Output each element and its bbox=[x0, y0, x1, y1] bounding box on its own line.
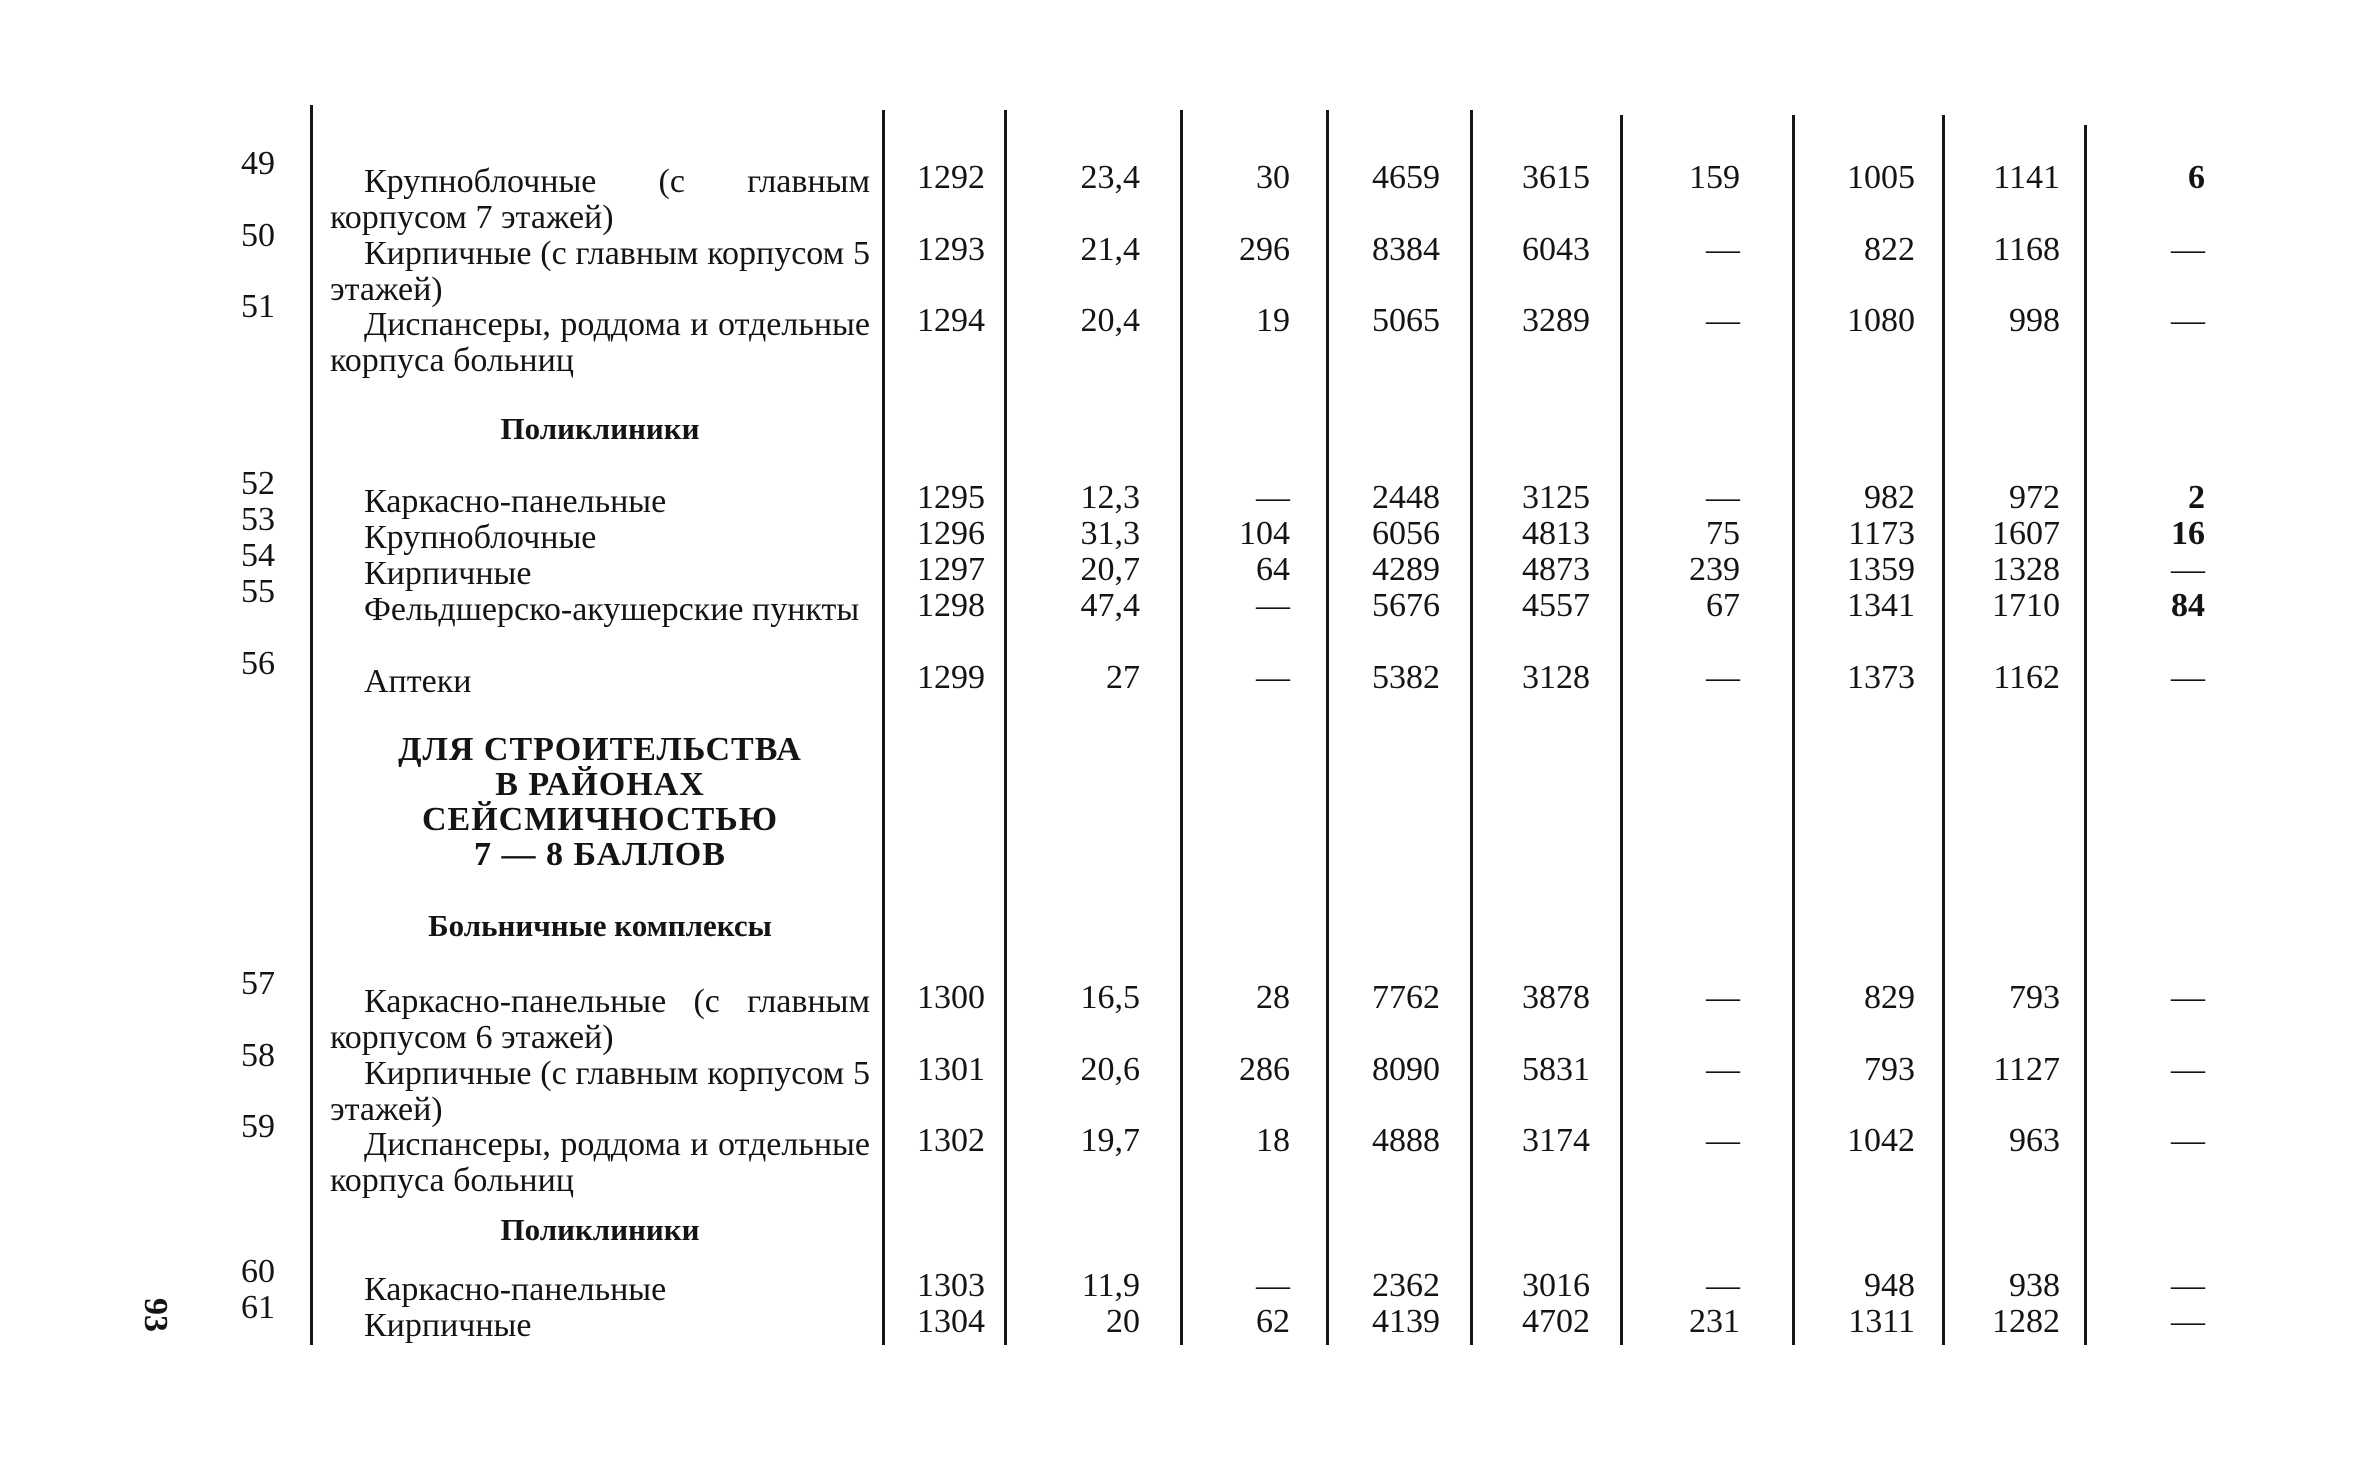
row-number: 54 bbox=[241, 537, 275, 574]
cell-col9: 84 bbox=[2171, 587, 2205, 624]
cell-col8: 1710 bbox=[1992, 587, 2060, 624]
column-rule bbox=[1004, 110, 1007, 1345]
cell-col5: 3125 bbox=[1522, 479, 1590, 516]
cell-col8: 1162 bbox=[1993, 659, 2060, 696]
row-number: 49 bbox=[241, 145, 275, 182]
column-rule bbox=[1620, 115, 1623, 1345]
cell-col6: — bbox=[1706, 1267, 1740, 1304]
cell-area: 20,7 bbox=[1080, 551, 1140, 588]
cell-col4: 4139 bbox=[1372, 1303, 1440, 1340]
row-name: Аптеки bbox=[364, 663, 472, 700]
cell-col3: 28 bbox=[1256, 979, 1290, 1016]
cell-col6: 159 bbox=[1689, 159, 1740, 196]
row-name: Кирпичные (с главным корпусом 5 этажей) bbox=[330, 235, 870, 308]
cell-col6: 75 bbox=[1706, 515, 1740, 552]
cell-col8: 1607 bbox=[1992, 515, 2060, 552]
cell-code: 1302 bbox=[917, 1122, 985, 1159]
row-name: Каркасно-панельные bbox=[364, 1271, 667, 1308]
cell-col9: — bbox=[2171, 302, 2205, 339]
cell-col8: 998 bbox=[2009, 302, 2060, 339]
cell-col9: — bbox=[2171, 659, 2205, 696]
cell-area: 19,7 bbox=[1080, 1122, 1140, 1159]
cell-col9: — bbox=[2171, 231, 2205, 268]
cell-col3: 30 bbox=[1256, 159, 1290, 196]
cell-code: 1296 bbox=[917, 515, 985, 552]
cell-col4: 8090 bbox=[1372, 1051, 1440, 1088]
cell-col4: 5382 bbox=[1372, 659, 1440, 696]
cell-area: 20,4 bbox=[1080, 302, 1140, 339]
cell-col5: 4813 bbox=[1522, 515, 1590, 552]
cell-area: 12,3 bbox=[1080, 479, 1140, 516]
column-rule bbox=[882, 110, 885, 1345]
cell-area: 31,3 bbox=[1080, 515, 1140, 552]
cell-col9: 16 bbox=[2171, 515, 2205, 552]
cell-code: 1301 bbox=[917, 1051, 985, 1088]
cell-col7: 1311 bbox=[1848, 1303, 1915, 1340]
cell-col6: 231 bbox=[1689, 1303, 1740, 1340]
cell-col8: 793 bbox=[2009, 979, 2060, 1016]
cell-code: 1300 bbox=[917, 979, 985, 1016]
cell-code: 1294 bbox=[917, 302, 985, 339]
cell-col6: 67 bbox=[1706, 587, 1740, 624]
cell-area: 11,9 bbox=[1081, 1267, 1140, 1304]
cell-col6: — bbox=[1706, 979, 1740, 1016]
row-name: Крупноблочные bbox=[364, 519, 597, 556]
cell-code: 1299 bbox=[917, 659, 985, 696]
row-name: Каркасно-панельные (с главным корпусом 6 этажей) bbox=[330, 983, 870, 1056]
column-rule bbox=[310, 105, 313, 1345]
cell-col8: 1127 bbox=[1993, 1051, 2060, 1088]
column-rule bbox=[1792, 115, 1795, 1345]
cell-col6: — bbox=[1706, 231, 1740, 268]
cell-col8: 972 bbox=[2009, 479, 2060, 516]
cell-col3: — bbox=[1256, 587, 1290, 624]
row-name: Каркасно-панельные bbox=[364, 483, 667, 520]
cell-col3: 286 bbox=[1239, 1051, 1290, 1088]
cell-code: 1304 bbox=[917, 1303, 985, 1340]
cell-code: 1297 bbox=[917, 551, 985, 588]
column-rule bbox=[1470, 110, 1473, 1345]
cell-code: 1303 bbox=[917, 1267, 985, 1304]
cell-col6: — bbox=[1706, 302, 1740, 339]
row-number: 51 bbox=[241, 288, 275, 325]
cell-col8: 1282 bbox=[1992, 1303, 2060, 1340]
cell-area: 20 bbox=[1106, 1303, 1140, 1340]
row-name: Кирпичные bbox=[364, 555, 532, 592]
cell-col3: 296 bbox=[1239, 231, 1290, 268]
cell-col3: 19 bbox=[1256, 302, 1290, 339]
column-rule bbox=[1942, 115, 1945, 1345]
cell-area: 16,5 bbox=[1080, 979, 1140, 1016]
cell-area: 20,6 bbox=[1080, 1051, 1140, 1088]
cell-col5: 3128 bbox=[1522, 659, 1590, 696]
major-heading-line: ДЛЯ СТРОИТЕЛЬСТВА bbox=[398, 731, 802, 768]
cell-col7: 982 bbox=[1864, 479, 1915, 516]
cell-col4: 4659 bbox=[1372, 159, 1440, 196]
row-number: 56 bbox=[241, 645, 275, 682]
section-heading-polyclinics: Поликлиники bbox=[500, 411, 700, 446]
row-number: 59 bbox=[241, 1108, 275, 1145]
cell-col3: 18 bbox=[1256, 1122, 1290, 1159]
cell-col5: 4873 bbox=[1522, 551, 1590, 588]
cell-area: 23,4 bbox=[1080, 159, 1140, 196]
cell-col7: 822 bbox=[1864, 231, 1915, 268]
cell-col4: 8384 bbox=[1372, 231, 1440, 268]
row-number: 58 bbox=[241, 1037, 275, 1074]
cell-col5: 3174 bbox=[1522, 1122, 1590, 1159]
cell-col5: 3289 bbox=[1522, 302, 1590, 339]
row-number: 50 bbox=[241, 217, 275, 254]
cell-col9: 2 bbox=[2188, 479, 2205, 516]
cell-col9: — bbox=[2171, 1303, 2205, 1340]
cell-col7: 1373 bbox=[1847, 659, 1915, 696]
cell-col9: — bbox=[2171, 1122, 2205, 1159]
cell-col4: 5676 bbox=[1372, 587, 1440, 624]
cell-col4: 2448 bbox=[1372, 479, 1440, 516]
cell-col3: 64 bbox=[1256, 551, 1290, 588]
column-rule bbox=[1180, 110, 1183, 1345]
cell-col6: — bbox=[1706, 659, 1740, 696]
cell-col7: 793 bbox=[1864, 1051, 1915, 1088]
cell-col5: 3615 bbox=[1522, 159, 1590, 196]
cell-col3: — bbox=[1256, 1267, 1290, 1304]
cell-col4: 4289 bbox=[1372, 551, 1440, 588]
major-heading-line: СЕЙСМИЧНОСТЬЮ bbox=[421, 801, 779, 838]
row-name: Кирпичные (с главным корпусом 5 этажей) bbox=[330, 1055, 870, 1128]
row-number: 52 bbox=[241, 465, 275, 502]
section-heading-hospital-complexes: Больничные комплексы bbox=[428, 908, 772, 943]
cell-col5: 6043 bbox=[1522, 231, 1590, 268]
cell-col6: — bbox=[1706, 1051, 1740, 1088]
major-heading-line: В РАЙОНАХ bbox=[495, 766, 705, 803]
row-name: Диспансеры, роддома и отдельные корпуса больниц bbox=[330, 1126, 870, 1199]
cell-col9: — bbox=[2171, 979, 2205, 1016]
row-name: Диспансеры, роддома и отдельные корпуса больниц bbox=[330, 306, 870, 379]
column-rule bbox=[1326, 110, 1329, 1345]
cell-col4: 2362 bbox=[1372, 1267, 1440, 1304]
cell-col8: 963 bbox=[2009, 1122, 2060, 1159]
row-name: Крупноблочные (с главным корпусом 7 этажей) bbox=[330, 163, 870, 236]
cell-col5: 4557 bbox=[1522, 587, 1590, 624]
cell-col7: 1005 bbox=[1847, 159, 1915, 196]
cell-col7: 1080 bbox=[1847, 302, 1915, 339]
cell-col3: 104 bbox=[1239, 515, 1290, 552]
cell-col8: 1141 bbox=[1993, 159, 2060, 196]
cell-col9: — bbox=[2171, 1051, 2205, 1088]
cell-col9: — bbox=[2171, 551, 2205, 588]
cell-col7: 1042 bbox=[1847, 1122, 1915, 1159]
cell-col7: 1173 bbox=[1848, 515, 1915, 552]
cell-col7: 829 bbox=[1864, 979, 1915, 1016]
cell-col4: 4888 bbox=[1372, 1122, 1440, 1159]
row-number: 55 bbox=[241, 573, 275, 610]
cell-col4: 5065 bbox=[1372, 302, 1440, 339]
cell-col6: — bbox=[1706, 479, 1740, 516]
column-rule bbox=[2084, 125, 2087, 1345]
cell-col8: 1168 bbox=[1993, 231, 2060, 268]
cell-col5: 4702 bbox=[1522, 1303, 1590, 1340]
cell-col4: 7762 bbox=[1372, 979, 1440, 1016]
cell-col5: 3016 bbox=[1522, 1267, 1590, 1304]
cell-col6: 239 bbox=[1689, 551, 1740, 588]
cell-col4: 6056 bbox=[1372, 515, 1440, 552]
cell-col8: 938 bbox=[2009, 1267, 2060, 1304]
row-number: 57 bbox=[241, 965, 275, 1002]
row-name: Фельдшерско-акушерские пункты bbox=[364, 591, 860, 628]
section-heading-polyclinics: Поликлиники bbox=[500, 1212, 700, 1247]
cell-code: 1293 bbox=[917, 231, 985, 268]
cell-col8: 1328 bbox=[1992, 551, 2060, 588]
row-number: 60 bbox=[241, 1253, 275, 1290]
cell-col5: 3878 bbox=[1522, 979, 1590, 1016]
major-heading-line: 7 — 8 БАЛЛОВ bbox=[474, 836, 726, 873]
cell-col5: 5831 bbox=[1522, 1051, 1590, 1088]
row-number: 61 bbox=[241, 1289, 275, 1326]
row-name: Кирпичные bbox=[364, 1307, 532, 1344]
cell-code: 1292 bbox=[917, 159, 985, 196]
cell-code: 1295 bbox=[917, 479, 985, 516]
cell-col6: — bbox=[1706, 1122, 1740, 1159]
cell-area: 21,4 bbox=[1080, 231, 1140, 268]
cell-col7: 1359 bbox=[1847, 551, 1915, 588]
cell-code: 1298 bbox=[917, 587, 985, 624]
cell-col3: — bbox=[1256, 659, 1290, 696]
page-number: 93 bbox=[137, 1298, 174, 1332]
cell-col7: 948 bbox=[1864, 1267, 1915, 1304]
cell-col3: — bbox=[1256, 479, 1290, 516]
cell-col9: 6 bbox=[2188, 159, 2205, 196]
cell-area: 47,4 bbox=[1080, 587, 1140, 624]
row-number: 53 bbox=[241, 501, 275, 538]
cell-col3: 62 bbox=[1256, 1303, 1290, 1340]
cell-col7: 1341 bbox=[1847, 587, 1915, 624]
cell-col9: — bbox=[2171, 1267, 2205, 1304]
cell-area: 27 bbox=[1106, 659, 1140, 696]
